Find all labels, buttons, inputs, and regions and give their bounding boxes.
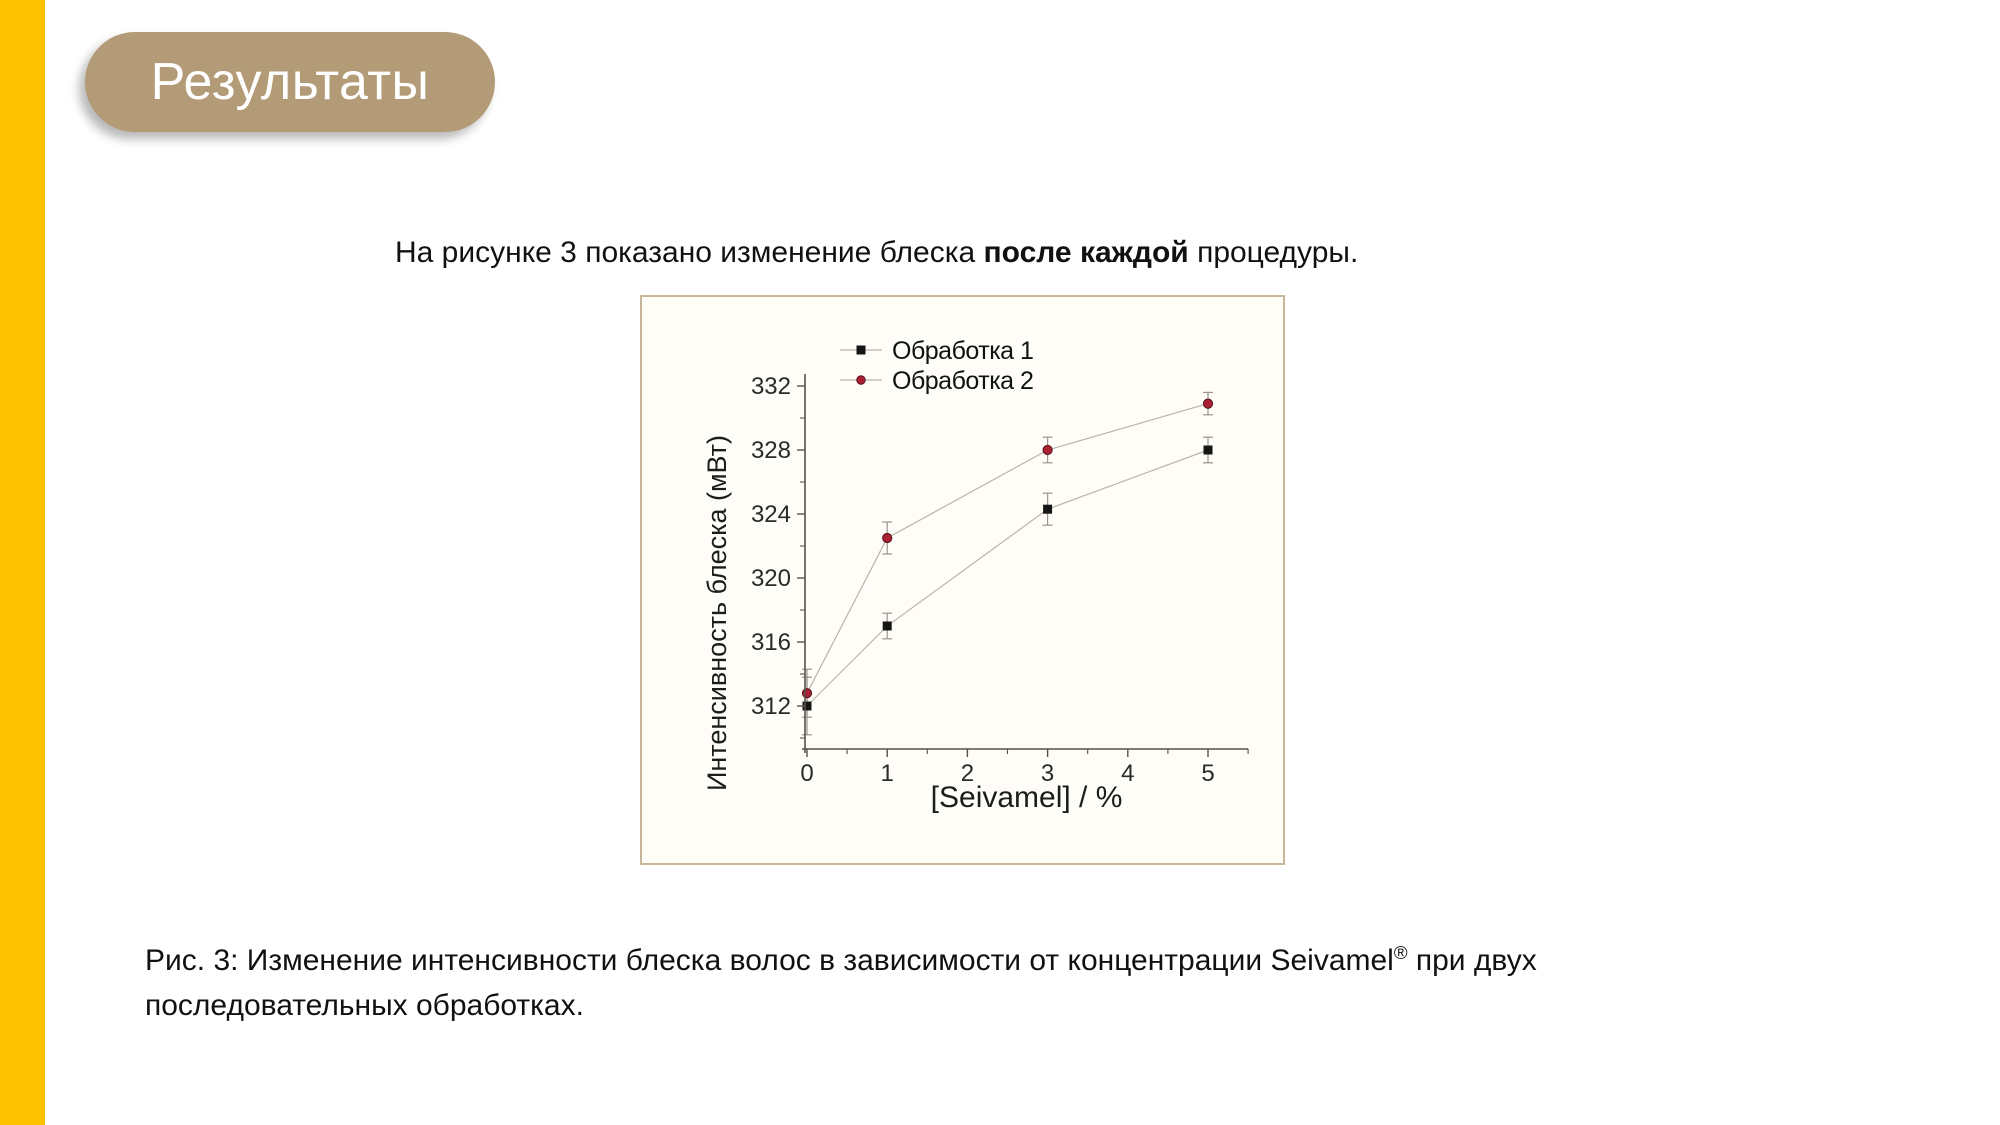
- y-tick-label: 324: [750, 501, 791, 528]
- intro-text: [395, 236, 1358, 270]
- shine-intensity-chart: [640, 295, 1285, 865]
- intro-pre: На рисунке 3 показано изменение блеска: [395, 236, 984, 269]
- caption-pre: Рис. 3: Изменение интенсивности блеска волос в зависимости от концентрации Seivamel: [145, 944, 1394, 977]
- x-tick-label: 1: [880, 760, 894, 787]
- y-axis-title: Интенсивность блеска (мВт): [702, 434, 732, 792]
- y-tick-label: 320: [750, 565, 791, 592]
- x-axis-title: [Seivamel] / %: [930, 781, 1123, 814]
- data-point: [883, 533, 892, 542]
- title-pill: [85, 32, 495, 132]
- data-point: [1203, 399, 1212, 408]
- slide-title: Результаты: [150, 53, 430, 111]
- data-point: [1043, 445, 1052, 454]
- intro-bold: после каждой: [983, 236, 1189, 269]
- caption-post: при двух последовательных обработках.: [145, 944, 1537, 1022]
- x-tick-label: 4: [1121, 760, 1135, 787]
- data-point: [883, 622, 892, 631]
- data-point: [1043, 505, 1052, 514]
- caption-registered-mark: ®: [1393, 942, 1408, 963]
- figure-caption: [145, 938, 1615, 1028]
- x-tick-label: 3: [1040, 760, 1055, 787]
- accent-bar: [0, 0, 45, 1125]
- legend-marker: [857, 346, 866, 355]
- intro-post: процедуры.: [1188, 236, 1359, 269]
- y-tick-label: 316: [750, 629, 791, 656]
- y-tick-label: 312: [750, 693, 791, 720]
- y-tick-label: 332: [750, 373, 791, 400]
- legend-label: Обработка 1: [892, 337, 1034, 365]
- data-point: [802, 689, 811, 698]
- legend-marker: [857, 376, 865, 384]
- legend-label: Обработка 2: [892, 367, 1034, 395]
- figure-3: [640, 295, 1285, 865]
- x-tick-label: 2: [960, 760, 975, 787]
- data-point: [1204, 446, 1213, 455]
- x-tick-label: 5: [1201, 760, 1215, 787]
- x-tick-label: 0: [800, 760, 814, 787]
- y-tick-label: 328: [750, 437, 791, 464]
